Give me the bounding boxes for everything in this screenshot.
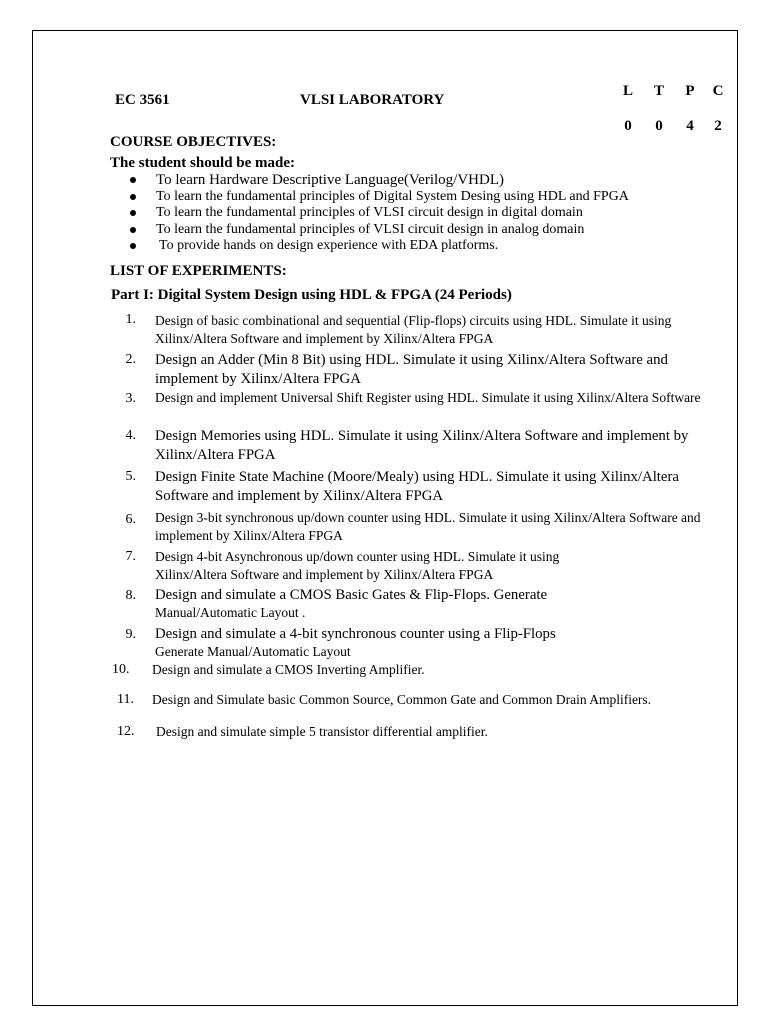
- experiment-number: 10.: [112, 662, 130, 677]
- experiment-text: Design 4-bit Asynchronous up/down counter using HDL. Simulate it using Xilinx/Altera Software and implement by Xilinx/Altera FPGA: [155, 549, 560, 582]
- experiment-number: 8.: [125, 588, 136, 603]
- ltpc-label-l: L: [622, 83, 633, 99]
- experiment-text: Design and implement Universal Shift Register using HDL. Simulate it using Xilinx/Altera Software: [155, 390, 701, 405]
- experiment-text: Design and simulate a 4-bit synchronous counter using a Flip-Flops Generate Manual/Automatic Layout: [155, 626, 556, 659]
- ltpc-label-c: C: [712, 83, 724, 99]
- experiment-number: 5.: [125, 469, 136, 484]
- bullet-icon: [130, 243, 136, 249]
- experiment-text: Design Memories using HDL. Simulate it using Xilinx/Altera Software and implement by Xilinx/Altera FPGA: [155, 428, 689, 463]
- experiment-text: Design of basic combinational and sequential (Flip-flops) circuits using HDL. Simulate it using Xilinx/Altera Software and implement by Xilinx/Altera FPGA: [155, 313, 672, 346]
- experiments-heading: LIST OF EXPERIMENTS:: [110, 263, 287, 279]
- course-code: EC 3561: [115, 92, 170, 108]
- ltpc-value-c: 2: [714, 118, 722, 134]
- ltpc-value-t: 0: [655, 118, 663, 134]
- bullet-icon: [130, 210, 136, 216]
- experiment-number: 2.: [125, 352, 136, 367]
- bullet-icon: [130, 227, 136, 233]
- part1-heading: Part I: Digital System Design using HDL & FPGA (24 Periods): [111, 287, 512, 303]
- objectives-heading: COURSE OBJECTIVES:: [110, 134, 277, 150]
- ltpc-value-l: 0: [624, 118, 632, 134]
- experiment-text: Design and simulate a CMOS Basic Gates & Flip-Flops. Generate Manual/Automatic Layout .: [155, 587, 548, 620]
- experiment-text: Design and Simulate basic Common Source, Common Gate and Common Drain Amplifiers.: [152, 692, 652, 707]
- experiment-number: 11.: [117, 692, 134, 707]
- experiment-number: 9.: [125, 627, 136, 642]
- experiment-number: 6.: [125, 512, 136, 527]
- experiment-number: 4.: [125, 428, 136, 443]
- experiment-text: Design and simulate a CMOS Inverting Amplifier.: [152, 662, 425, 677]
- ltpc-label-p: P: [685, 83, 695, 99]
- experiment-text: Design and simulate simple 5 transistor differential amplifier.: [156, 724, 488, 739]
- course-title: VLSI LABORATORY: [300, 92, 445, 108]
- experiment-number: 7.: [125, 549, 136, 564]
- experiment-text: Design 3-bit synchronous up/down counter using HDL. Simulate it using Xilinx/Altera Software and implement by Xilinx/Altera FPGA: [155, 510, 701, 543]
- ltpc-label-t: T: [653, 83, 664, 99]
- objectives-intro: The student should be made:: [110, 155, 296, 171]
- bullet-icon: [130, 177, 136, 183]
- experiment-text: Design Finite State Machine (Moore/Mealy) using HDL. Simulate it using Xilinx/Altera Software and implement by Xilinx/Altera FPGA: [155, 469, 679, 504]
- ltpc-value-p: 4: [686, 118, 694, 134]
- experiment-number: 1.: [125, 312, 136, 327]
- experiment-text: Design an Adder (Min 8 Bit) using HDL. Simulate it using Xilinx/Altera Software and implement by Xilinx/Altera FPGA: [155, 352, 668, 387]
- experiment-number: 3.: [125, 391, 136, 406]
- bullet-icon: [130, 194, 136, 200]
- experiment-number: 12.: [117, 724, 135, 739]
